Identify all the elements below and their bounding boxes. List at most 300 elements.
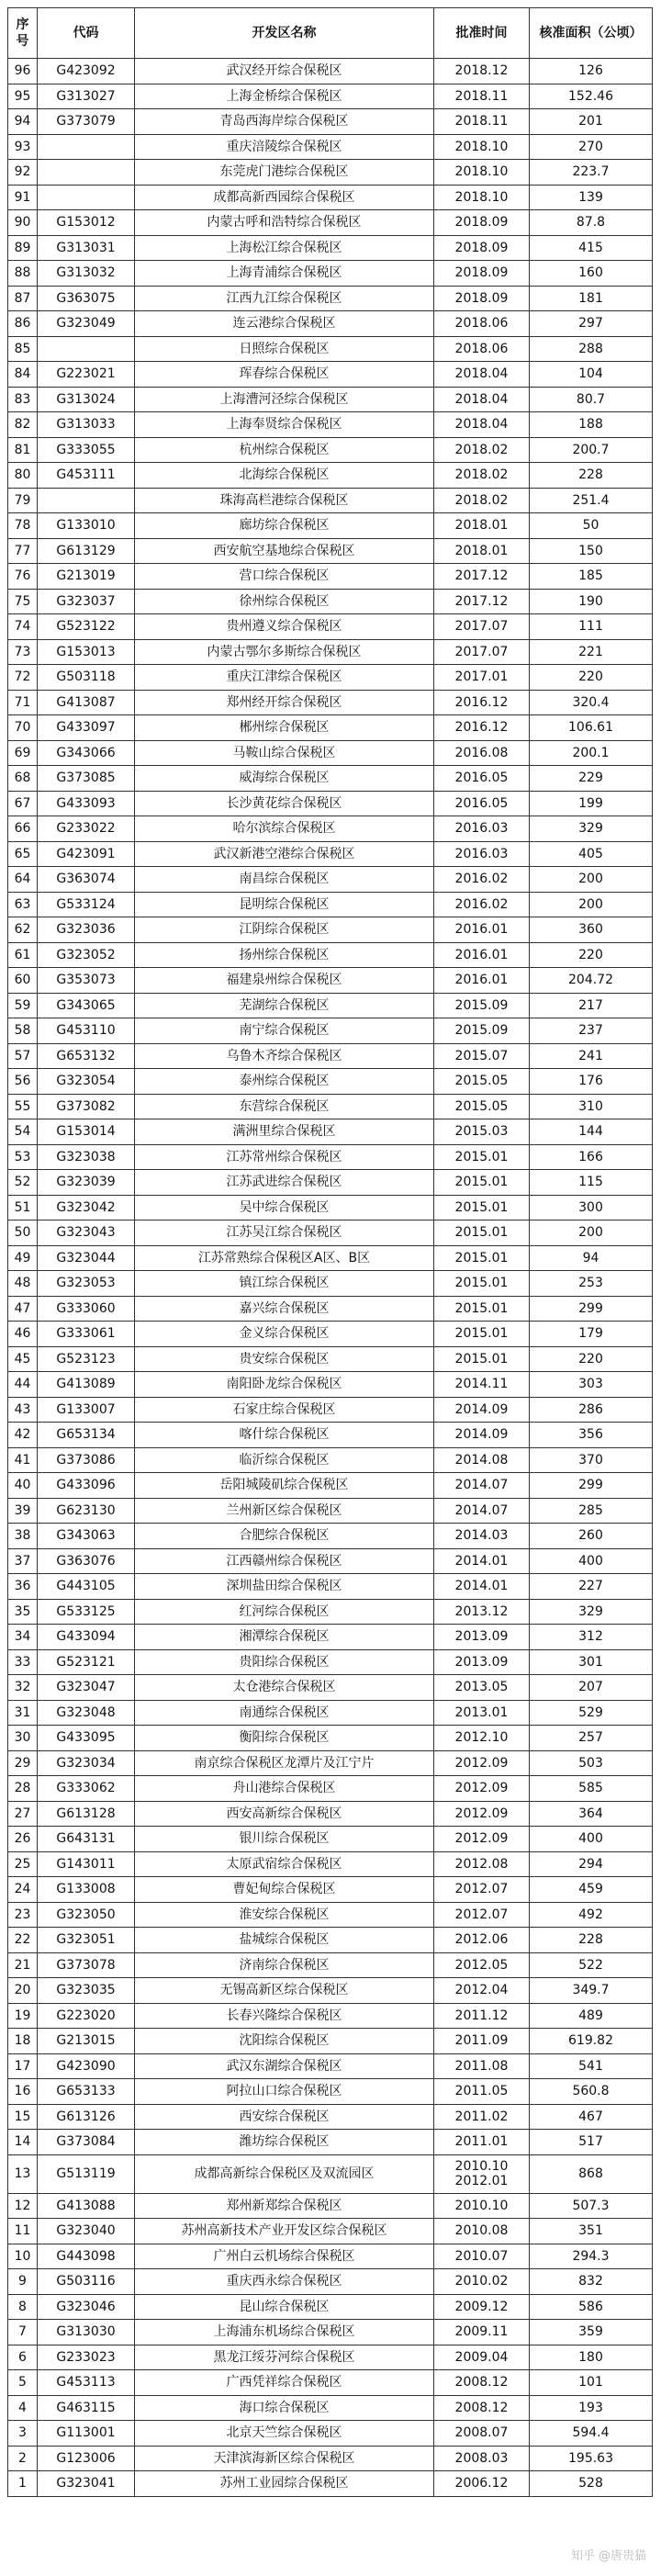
cell-area: 868 <box>530 2154 653 2193</box>
cell-zone-name: 南京综合保税区龙潭片及江宁片 <box>135 1750 434 1776</box>
cell-area: 586 <box>530 2294 653 2320</box>
cell-approval-date: 2018.10 <box>434 185 530 210</box>
cell-zone-name: 马鞍山综合保税区 <box>135 740 434 766</box>
cell-code: G653134 <box>38 1423 135 1448</box>
cell-zone-name: 营口综合保税区 <box>135 564 434 590</box>
cell-area: 200 <box>530 1221 653 1246</box>
cell-code: G653132 <box>38 1043 135 1069</box>
cell-code: G213015 <box>38 2029 135 2054</box>
table-row <box>8 892 653 917</box>
table-row <box>8 968 653 994</box>
cell-zone-name: 长春兴隆综合保税区 <box>135 2003 434 2029</box>
cell-approval-date: 2015.09 <box>434 993 530 1018</box>
cell-index: 24 <box>8 1877 38 1903</box>
table-row <box>8 1018 653 1044</box>
cell-approval-date: 2015.01 <box>434 1322 530 1347</box>
cell-area: 294.3 <box>530 2244 653 2269</box>
cell-area: 80.7 <box>530 387 653 412</box>
cell-code: G323036 <box>38 917 135 943</box>
cell-zone-name: 西安航空基地综合保税区 <box>135 538 434 564</box>
cell-code: G613126 <box>38 2104 135 2130</box>
table-row <box>8 1195 653 1221</box>
cell-index: 20 <box>8 1978 38 2004</box>
cell-area: 87.8 <box>530 210 653 236</box>
cell-index: 14 <box>8 2130 38 2155</box>
cell-zone-name: 红河综合保税区 <box>135 1599 434 1625</box>
table-row <box>8 311 653 337</box>
cell-area: 288 <box>530 336 653 362</box>
cell-approval-date: 2015.01 <box>434 1195 530 1221</box>
cell-area: 200.1 <box>530 740 653 766</box>
cell-code: G503116 <box>38 2269 135 2295</box>
table-row <box>8 2320 653 2345</box>
cell-code: G433094 <box>38 1625 135 1650</box>
table-row <box>8 1877 653 1903</box>
cell-code: G413087 <box>38 690 135 715</box>
cell-zone-name: 南昌综合保税区 <box>135 867 434 893</box>
cell-zone-name: 成都高新西园综合保税区 <box>135 185 434 210</box>
cell-index: 76 <box>8 564 38 590</box>
cell-approval-date: 2015.09 <box>434 1018 530 1044</box>
cell-zone-name: 江苏常州综合保税区 <box>135 1144 434 1170</box>
cell-area: 364 <box>530 1801 653 1827</box>
cell-zone-name: 长沙黄花综合保税区 <box>135 791 434 816</box>
cell-approval-date: 2016.03 <box>434 816 530 842</box>
table-row <box>8 1221 653 1246</box>
cell-approval-date: 2013.12 <box>434 1599 530 1625</box>
col-header-zone-name: 开发区名称 <box>135 8 434 59</box>
cell-index: 80 <box>8 463 38 489</box>
cell-approval-date: 2008.03 <box>434 2446 530 2471</box>
table-row <box>8 2294 653 2320</box>
cell-code: G433093 <box>38 791 135 816</box>
cell-zone-name: 日照综合保税区 <box>135 336 434 362</box>
cell-index: 79 <box>8 488 38 513</box>
cell-zone-name: 芜湖综合保税区 <box>135 993 434 1018</box>
cell-approval-date: 2009.11 <box>434 2320 530 2345</box>
table-row <box>8 2154 653 2193</box>
cell-zone-name: 杭州综合保税区 <box>135 437 434 463</box>
cell-zone-name: 扬州综合保税区 <box>135 942 434 968</box>
cell-zone-name: 满洲里综合保税区 <box>135 1119 434 1145</box>
cell-zone-name: 上海松江综合保税区 <box>135 235 434 261</box>
cell-index: 28 <box>8 1776 38 1802</box>
cell-index: 11 <box>8 2219 38 2244</box>
table-row <box>8 1928 653 1953</box>
table-row <box>8 1245 653 1271</box>
cell-code: G313031 <box>38 235 135 261</box>
cell-area: 204.72 <box>530 968 653 994</box>
cell-code: G323050 <box>38 1902 135 1928</box>
col-header-area: 核准面积（公顷） <box>530 8 653 59</box>
cell-approval-date: 2014.09 <box>434 1397 530 1423</box>
cell-area: 299 <box>530 1296 653 1322</box>
cell-index: 84 <box>8 362 38 388</box>
cell-index: 41 <box>8 1447 38 1473</box>
cell-zone-name: 吴中综合保税区 <box>135 1195 434 1221</box>
cell-approval-date: 2008.07 <box>434 2421 530 2447</box>
cell-approval-date: 2018.01 <box>434 513 530 539</box>
cell-approval-date: 2018.09 <box>434 210 530 236</box>
table-row <box>8 2193 653 2219</box>
cell-approval-date: 2016.01 <box>434 968 530 994</box>
cell-index: 12 <box>8 2193 38 2219</box>
cell-zone-name: 江西赣州综合保税区 <box>135 1548 434 1574</box>
cell-index: 82 <box>8 412 38 438</box>
cell-area: 529 <box>530 1700 653 1726</box>
cell-code: G333055 <box>38 437 135 463</box>
table-row <box>8 740 653 766</box>
cell-zone-name: 青岛西海岸综合保税区 <box>135 109 434 135</box>
cell-code: G623130 <box>38 1498 135 1524</box>
cell-index: 88 <box>8 261 38 287</box>
cell-approval-date: 2017.07 <box>434 614 530 640</box>
cell-area: 300 <box>530 1195 653 1221</box>
table-row <box>8 1625 653 1650</box>
table-row <box>8 1447 653 1473</box>
cell-approval-date: 2016.12 <box>434 715 530 741</box>
cell-index: 48 <box>8 1271 38 1297</box>
table-row <box>8 715 653 741</box>
cell-index: 25 <box>8 1851 38 1877</box>
cell-code: G453110 <box>38 1018 135 1044</box>
cell-index: 22 <box>8 1928 38 1953</box>
cell-code: G333061 <box>38 1322 135 1347</box>
cell-approval-date: 2010.10 <box>434 2193 530 2219</box>
table-row <box>8 1170 653 1196</box>
table-row <box>8 2079 653 2105</box>
table-row <box>8 2244 653 2269</box>
cell-zone-name: 金义综合保税区 <box>135 1322 434 1347</box>
table-row <box>8 1397 653 1423</box>
cell-zone-name: 镇江综合保税区 <box>135 1271 434 1297</box>
table-row <box>8 2003 653 2029</box>
cell-code: G513119 <box>38 2154 135 2193</box>
cell-approval-date: 2014.09 <box>434 1423 530 1448</box>
cell-area: 190 <box>530 589 653 614</box>
cell-approval-date: 2018.02 <box>434 463 530 489</box>
cell-index: 23 <box>8 1902 38 1928</box>
cell-index: 10 <box>8 2244 38 2269</box>
table-row <box>8 867 653 893</box>
table-row <box>8 1498 653 1524</box>
table-row <box>8 412 653 438</box>
cell-approval-date: 2015.07 <box>434 1043 530 1069</box>
cell-code: G223021 <box>38 362 135 388</box>
cell-code: G343063 <box>38 1524 135 1549</box>
bonded-zone-table <box>7 7 653 2497</box>
cell-approval-date: 2016.08 <box>434 740 530 766</box>
cell-zone-name: 江西九江综合保税区 <box>135 286 434 311</box>
cell-zone-name: 武汉新港空港综合保税区 <box>135 841 434 867</box>
table-row <box>8 336 653 362</box>
cell-area: 220 <box>530 1346 653 1372</box>
table-row <box>8 1069 653 1095</box>
cell-approval-date: 2012.05 <box>434 1952 530 1978</box>
table-row <box>8 185 653 210</box>
cell-area: 541 <box>530 2053 653 2079</box>
cell-code: G433096 <box>38 1473 135 1499</box>
cell-area: 294 <box>530 1851 653 1877</box>
cell-zone-name: 郑州新郑综合保税区 <box>135 2193 434 2219</box>
table-row <box>8 564 653 590</box>
cell-approval-date: 2014.01 <box>434 1574 530 1600</box>
cell-code: G153013 <box>38 639 135 665</box>
cell-code: G413088 <box>38 2193 135 2219</box>
cell-approval-date: 2006.12 <box>434 2471 530 2497</box>
cell-code: G433095 <box>38 1726 135 1751</box>
cell-index: 38 <box>8 1524 38 1549</box>
table-row <box>8 1473 653 1499</box>
table-row <box>8 513 653 539</box>
cell-zone-name: 兰州新区综合保税区 <box>135 1498 434 1524</box>
table-row <box>8 286 653 311</box>
cell-code: G313030 <box>38 2320 135 2345</box>
cell-code: G433097 <box>38 715 135 741</box>
cell-index: 50 <box>8 1221 38 1246</box>
cell-index: 31 <box>8 1700 38 1726</box>
cell-approval-date: 2015.01 <box>434 1346 530 1372</box>
table-body <box>8 59 653 2497</box>
cell-code: G503118 <box>38 665 135 691</box>
table-row <box>8 942 653 968</box>
table-row <box>8 2269 653 2295</box>
cell-approval-date: 2017.12 <box>434 564 530 590</box>
cell-index: 29 <box>8 1750 38 1776</box>
cell-area: 176 <box>530 1069 653 1095</box>
cell-approval-date: 2018.09 <box>434 261 530 287</box>
table-row <box>8 1700 653 1726</box>
cell-area: 217 <box>530 993 653 1018</box>
cell-index: 36 <box>8 1574 38 1600</box>
cell-area: 241 <box>530 1043 653 1069</box>
cell-area: 200.7 <box>530 437 653 463</box>
cell-code: G373082 <box>38 1094 135 1119</box>
cell-approval-date: 2017.07 <box>434 639 530 665</box>
cell-approval-date: 2018.04 <box>434 362 530 388</box>
cell-code: G443098 <box>38 2244 135 2269</box>
cell-code: G323053 <box>38 1271 135 1297</box>
cell-approval-date: 2012.04 <box>434 1978 530 2004</box>
cell-code: G153014 <box>38 1119 135 1145</box>
cell-index: 44 <box>8 1372 38 1398</box>
cell-area: 585 <box>530 1776 653 1802</box>
table-row <box>8 690 653 715</box>
cell-approval-date: 2008.12 <box>434 2395 530 2421</box>
cell-approval-date: 2018.10 <box>434 134 530 160</box>
table-row <box>8 2130 653 2155</box>
cell-area: 115 <box>530 1170 653 1196</box>
cell-zone-name: 上海青浦综合保税区 <box>135 261 434 287</box>
cell-area: 492 <box>530 1902 653 1928</box>
cell-code: G643131 <box>38 1827 135 1852</box>
cell-index: 18 <box>8 2029 38 2054</box>
cell-code: G323035 <box>38 1978 135 2004</box>
cell-approval-date: 2011.09 <box>434 2029 530 2054</box>
table-row <box>8 1675 653 1701</box>
cell-index: 93 <box>8 134 38 160</box>
cell-code: G313032 <box>38 261 135 287</box>
cell-area: 260 <box>530 1524 653 1549</box>
cell-code: G333062 <box>38 1776 135 1802</box>
table-row <box>8 1574 653 1600</box>
cell-index: 30 <box>8 1726 38 1751</box>
cell-index: 9 <box>8 2269 38 2295</box>
cell-code: G313033 <box>38 412 135 438</box>
cell-area: 126 <box>530 59 653 84</box>
table-row <box>8 841 653 867</box>
cell-approval-date: 2012.10 <box>434 1726 530 1751</box>
cell-index: 64 <box>8 867 38 893</box>
cell-area: 180 <box>530 2345 653 2370</box>
cell-code: G313024 <box>38 387 135 412</box>
cell-index: 63 <box>8 892 38 917</box>
cell-area: 400 <box>530 1548 653 1574</box>
cell-code: G153012 <box>38 210 135 236</box>
cell-zone-name: 南通综合保税区 <box>135 1700 434 1726</box>
cell-zone-name: 珲春综合保税区 <box>135 362 434 388</box>
cell-approval-date: 2018.11 <box>434 109 530 135</box>
cell-approval-date: 2015.03 <box>434 1119 530 1145</box>
cell-index: 59 <box>8 993 38 1018</box>
cell-index: 92 <box>8 160 38 186</box>
cell-index: 86 <box>8 311 38 337</box>
cell-area: 111 <box>530 614 653 640</box>
cell-zone-name: 西安高新综合保税区 <box>135 1801 434 1827</box>
cell-zone-name: 苏州工业园综合保税区 <box>135 2471 434 2497</box>
cell-approval-date: 2012.08 <box>434 1851 530 1877</box>
table-row <box>8 2219 653 2244</box>
table-row <box>8 614 653 640</box>
cell-zone-name: 太原武宿综合保税区 <box>135 1851 434 1877</box>
cell-code: G453113 <box>38 2370 135 2396</box>
cell-area: 200 <box>530 892 653 917</box>
cell-code: G133007 <box>38 1397 135 1423</box>
cell-area: 297 <box>530 311 653 337</box>
cell-approval-date: 2012.07 <box>434 1877 530 1903</box>
cell-approval-date: 2018.01 <box>434 538 530 564</box>
cell-zone-name: 合肥综合保税区 <box>135 1524 434 1549</box>
cell-zone-name: 廊坊综合保税区 <box>135 513 434 539</box>
cell-zone-name: 内蒙古鄂尔多斯综合保税区 <box>135 639 434 665</box>
cell-area: 507.3 <box>530 2193 653 2219</box>
cell-zone-name: 重庆涪陵综合保税区 <box>135 134 434 160</box>
cell-area: 329 <box>530 1599 653 1625</box>
cell-area: 195.63 <box>530 2446 653 2471</box>
cell-code: G533125 <box>38 1599 135 1625</box>
cell-area: 150 <box>530 538 653 564</box>
table-row <box>8 1851 653 1877</box>
cell-area: 228 <box>530 1928 653 1953</box>
cell-code: G323054 <box>38 1069 135 1095</box>
cell-code: G323039 <box>38 1170 135 1196</box>
table-row <box>8 1902 653 1928</box>
cell-zone-name: 贵阳综合保税区 <box>135 1649 434 1675</box>
cell-index: 32 <box>8 1675 38 1701</box>
cell-code: G133008 <box>38 1877 135 1903</box>
cell-area: 459 <box>530 1877 653 1903</box>
cell-approval-date: 2018.10 <box>434 160 530 186</box>
cell-approval-date: 2010.02 <box>434 2269 530 2295</box>
table-row <box>8 84 653 109</box>
cell-code <box>38 160 135 186</box>
cell-index: 21 <box>8 1952 38 1978</box>
cell-zone-name: 武汉东湖综合保税区 <box>135 2053 434 2079</box>
cell-code: G323038 <box>38 1144 135 1170</box>
cell-code: G463115 <box>38 2395 135 2421</box>
cell-index: 49 <box>8 1245 38 1271</box>
cell-area: 223.7 <box>530 160 653 186</box>
cell-index: 66 <box>8 816 38 842</box>
cell-code: G323043 <box>38 1221 135 1246</box>
cell-zone-name: 黑龙江绥芬河综合保税区 <box>135 2345 434 2370</box>
cell-zone-name: 阿拉山口综合保税区 <box>135 2079 434 2105</box>
cell-index: 71 <box>8 690 38 715</box>
cell-index: 69 <box>8 740 38 766</box>
cell-zone-name: 乌鲁木齐综合保税区 <box>135 1043 434 1069</box>
cell-index: 87 <box>8 286 38 311</box>
cell-approval-date: 2018.12 <box>434 59 530 84</box>
cell-index: 37 <box>8 1548 38 1574</box>
cell-approval-date: 2014.11 <box>434 1372 530 1398</box>
cell-zone-name: 喀什综合保税区 <box>135 1423 434 1448</box>
cell-index: 16 <box>8 2079 38 2105</box>
cell-index: 65 <box>8 841 38 867</box>
cell-zone-name: 武汉经开综合保税区 <box>135 59 434 84</box>
cell-approval-date: 2011.08 <box>434 2053 530 2079</box>
cell-area: 139 <box>530 185 653 210</box>
cell-approval-date: 2013.09 <box>434 1649 530 1675</box>
cell-area: 199 <box>530 791 653 816</box>
cell-area: 528 <box>530 2471 653 2497</box>
cell-zone-name: 南宁综合保税区 <box>135 1018 434 1044</box>
cell-index: 81 <box>8 437 38 463</box>
cell-code: G323048 <box>38 1700 135 1726</box>
table-row <box>8 639 653 665</box>
cell-code: G373079 <box>38 109 135 135</box>
cell-area: 517 <box>530 2130 653 2155</box>
cell-index: 73 <box>8 639 38 665</box>
cell-zone-name: 贵州遵义综合保税区 <box>135 614 434 640</box>
cell-code: G363074 <box>38 867 135 893</box>
cell-index: 35 <box>8 1599 38 1625</box>
table-row <box>8 362 653 388</box>
table-row <box>8 2421 653 2447</box>
cell-area: 193 <box>530 2395 653 2421</box>
cell-approval-date: 2012.07 <box>434 1902 530 1928</box>
cell-index: 55 <box>8 1094 38 1119</box>
cell-area: 94 <box>530 1245 653 1271</box>
cell-index: 40 <box>8 1473 38 1499</box>
cell-area: 522 <box>530 1952 653 1978</box>
cell-approval-date: 2011.05 <box>434 2079 530 2105</box>
cell-area: 405 <box>530 841 653 867</box>
cell-approval-date: 2015.01 <box>434 1296 530 1322</box>
cell-approval-date: 2013.09 <box>434 1625 530 1650</box>
cell-code: G353073 <box>38 968 135 994</box>
cell-index: 83 <box>8 387 38 412</box>
cell-code: G323042 <box>38 1195 135 1221</box>
cell-code: G653133 <box>38 2079 135 2105</box>
cell-area: 370 <box>530 1447 653 1473</box>
cell-index: 39 <box>8 1498 38 1524</box>
cell-approval-date: 2015.01 <box>434 1221 530 1246</box>
cell-approval-date: 2011.01 <box>434 2130 530 2155</box>
cell-index: 62 <box>8 917 38 943</box>
cell-zone-name: 嘉兴综合保税区 <box>135 1296 434 1322</box>
cell-zone-name: 郴州综合保税区 <box>135 715 434 741</box>
cell-approval-date: 2009.04 <box>434 2345 530 2370</box>
